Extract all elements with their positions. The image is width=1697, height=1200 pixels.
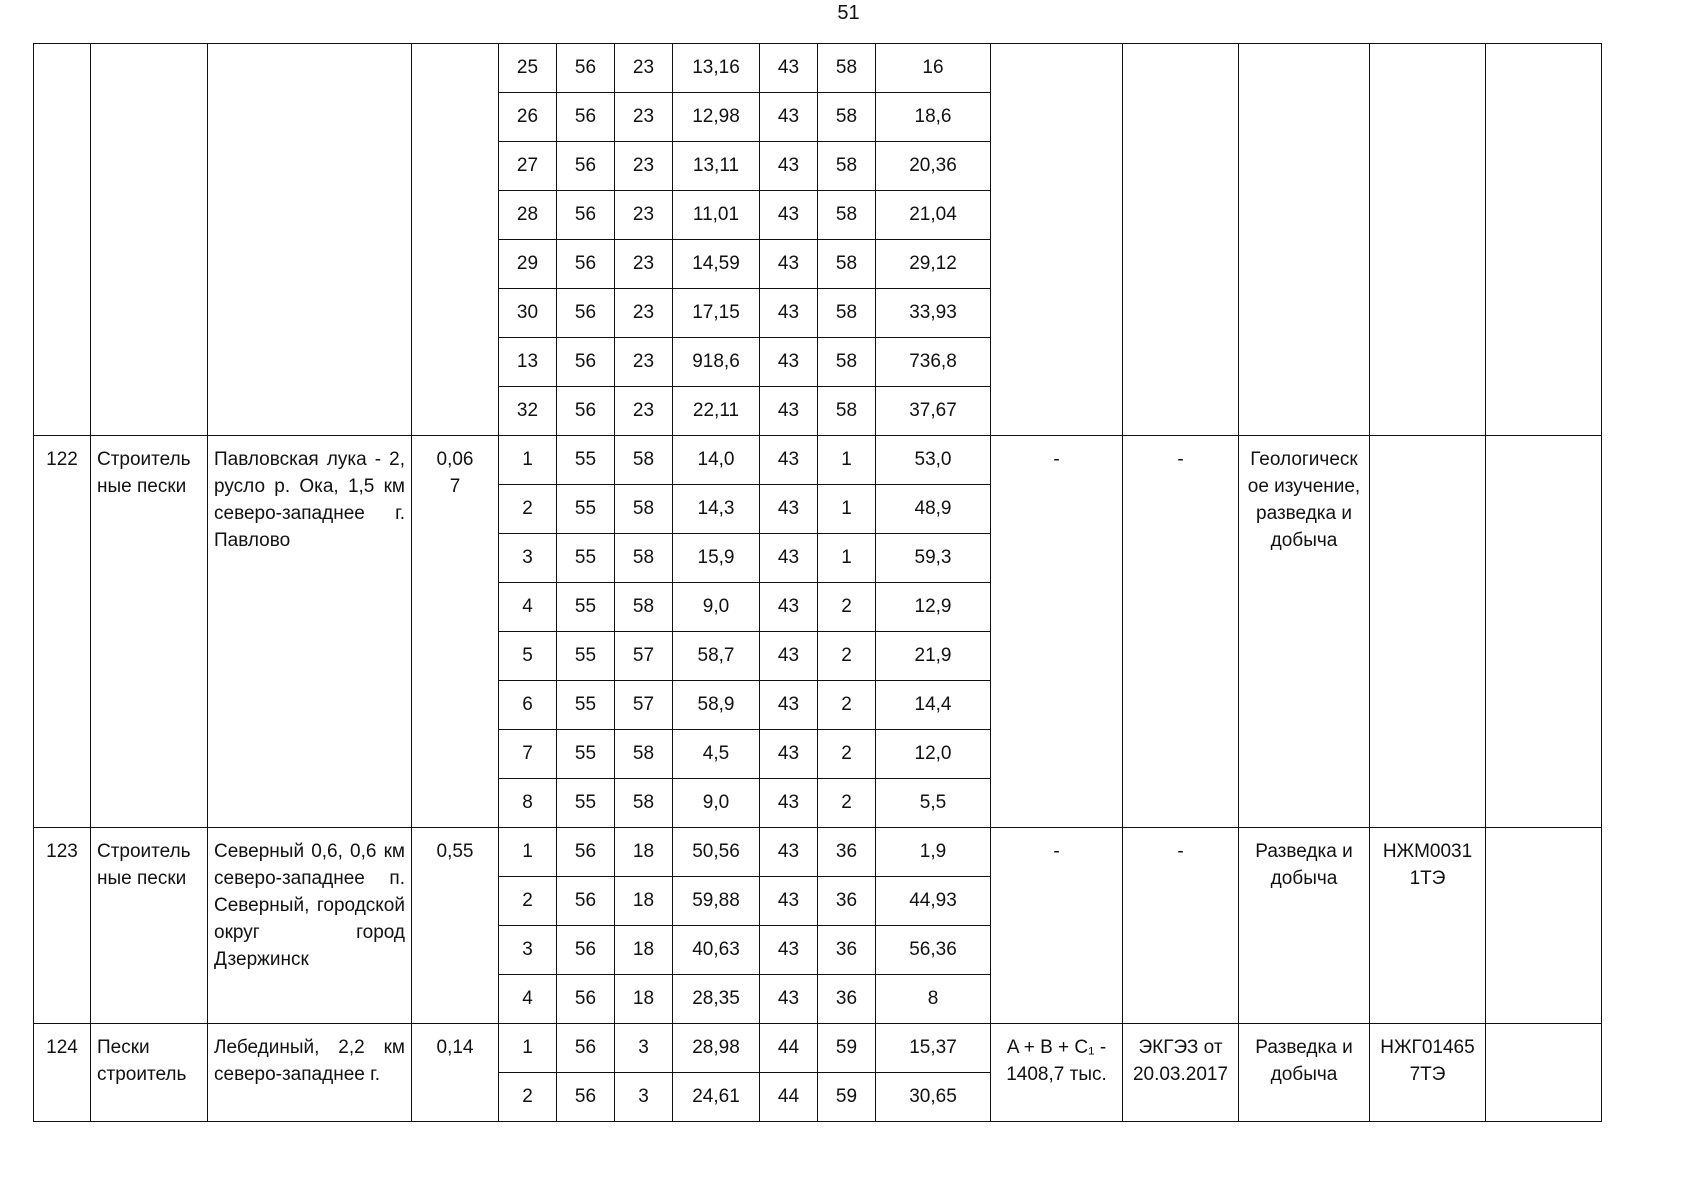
lon-min: 36 xyxy=(818,877,876,926)
point-number: 8 xyxy=(499,779,557,828)
object-number xyxy=(34,1024,91,1122)
lat-deg: 56 xyxy=(557,1024,615,1073)
lat-sec: 4,5 xyxy=(673,730,760,779)
approval-protocol xyxy=(1123,436,1239,828)
lon-min: 1 xyxy=(818,534,876,583)
lon-min: 58 xyxy=(818,338,876,387)
lat-min: 18 xyxy=(615,877,673,926)
license-number-text: НЖГ01465 7ТЭ xyxy=(1380,1037,1475,1085)
reserves-text xyxy=(991,44,1122,58)
reserves xyxy=(991,44,1123,436)
lat-deg: 56 xyxy=(557,975,615,1024)
lat-sec: 9,0 xyxy=(673,779,760,828)
lat-sec: 14,59 xyxy=(673,240,760,289)
reserves-text: - xyxy=(1053,841,1060,862)
subsoil-registry-table xyxy=(33,43,1602,1122)
usage-purpose xyxy=(1239,436,1370,828)
lat-sec: 11,01 xyxy=(673,191,760,240)
reserves xyxy=(991,1024,1123,1122)
usage-purpose-text: Разведка и добыча xyxy=(1255,1037,1353,1085)
area-line: 0,55 xyxy=(436,841,474,862)
lat-deg: 55 xyxy=(557,583,615,632)
lon-deg: 43 xyxy=(760,436,818,485)
lat-sec: 13,11 xyxy=(673,142,760,191)
approval-protocol-text: - xyxy=(1177,449,1184,470)
mineral-type xyxy=(91,828,208,1024)
lon-min: 58 xyxy=(818,142,876,191)
lat-min: 3 xyxy=(615,1024,673,1073)
lat-deg: 56 xyxy=(557,338,615,387)
lon-sec: 16 xyxy=(876,44,991,93)
lon-sec: 48,9 xyxy=(876,485,991,534)
lon-sec: 1,9 xyxy=(876,828,991,877)
lat-sec: 28,98 xyxy=(673,1024,760,1073)
lat-min: 18 xyxy=(615,926,673,975)
lat-sec: 12,98 xyxy=(673,93,760,142)
object-area-text xyxy=(412,436,498,504)
lat-min: 23 xyxy=(615,191,673,240)
lon-sec: 12,9 xyxy=(876,583,991,632)
point-number: 1 xyxy=(499,828,557,877)
point-number: 27 xyxy=(499,142,557,191)
lon-sec: 53,0 xyxy=(876,436,991,485)
lat-min: 18 xyxy=(615,975,673,1024)
lat-deg: 56 xyxy=(557,877,615,926)
table-row xyxy=(34,436,1602,485)
object-number-text: 124 xyxy=(46,1037,78,1058)
object-number xyxy=(34,436,91,828)
lon-sec: 33,93 xyxy=(876,289,991,338)
lat-min: 23 xyxy=(615,338,673,387)
object-number xyxy=(34,44,91,436)
lat-deg: 56 xyxy=(557,191,615,240)
note xyxy=(1486,44,1602,436)
lon-deg: 43 xyxy=(760,632,818,681)
reserves xyxy=(991,436,1123,828)
object-area-text xyxy=(412,828,498,869)
lat-min: 58 xyxy=(615,436,673,485)
point-number: 4 xyxy=(499,583,557,632)
object-location xyxy=(208,828,412,1024)
object-location xyxy=(208,436,412,828)
lon-deg: 43 xyxy=(760,534,818,583)
lat-sec: 22,11 xyxy=(673,387,760,436)
point-number: 2 xyxy=(499,877,557,926)
lon-min: 58 xyxy=(818,44,876,93)
lon-min: 1 xyxy=(818,485,876,534)
lon-min: 2 xyxy=(818,779,876,828)
lat-min: 23 xyxy=(615,93,673,142)
lon-min: 36 xyxy=(818,828,876,877)
usage-purpose-text: Геологическ ое изучение, разведка и добыча xyxy=(1247,449,1361,551)
area-line: 0,14 xyxy=(436,1037,474,1058)
lon-sec: 5,5 xyxy=(876,779,991,828)
note-text xyxy=(1486,44,1601,58)
point-number: 5 xyxy=(499,632,557,681)
lat-deg: 55 xyxy=(557,730,615,779)
object-location xyxy=(208,44,412,436)
point-number: 28 xyxy=(499,191,557,240)
object-area xyxy=(412,436,499,828)
lat-min: 57 xyxy=(615,681,673,730)
usage-purpose xyxy=(1239,44,1370,436)
lon-deg: 43 xyxy=(760,387,818,436)
lon-deg: 44 xyxy=(760,1024,818,1073)
lat-sec: 13,16 xyxy=(673,44,760,93)
lat-min: 23 xyxy=(615,387,673,436)
lon-sec: 21,9 xyxy=(876,632,991,681)
table-row xyxy=(34,828,1602,877)
lat-sec: 58,9 xyxy=(673,681,760,730)
lon-deg: 43 xyxy=(760,730,818,779)
lon-sec: 37,67 xyxy=(876,387,991,436)
point-number: 4 xyxy=(499,975,557,1024)
usage-purpose-text: Разведка и добыча xyxy=(1255,841,1353,889)
lat-deg: 56 xyxy=(557,289,615,338)
object-area-text xyxy=(412,1024,498,1065)
lat-deg: 56 xyxy=(557,926,615,975)
lat-min: 23 xyxy=(615,142,673,191)
table-row xyxy=(34,44,1602,93)
lon-min: 58 xyxy=(818,387,876,436)
lon-min: 1 xyxy=(818,436,876,485)
lon-sec: 14,4 xyxy=(876,681,991,730)
usage-purpose xyxy=(1239,828,1370,1024)
lon-sec: 8 xyxy=(876,975,991,1024)
point-number: 7 xyxy=(499,730,557,779)
lon-deg: 43 xyxy=(760,240,818,289)
approval-protocol-text xyxy=(1123,44,1238,58)
license-number xyxy=(1370,1024,1486,1122)
lon-sec: 30,65 xyxy=(876,1073,991,1122)
approval-protocol-text: - xyxy=(1177,841,1184,862)
lat-sec: 9,0 xyxy=(673,583,760,632)
lat-deg: 56 xyxy=(557,93,615,142)
lat-sec: 58,7 xyxy=(673,632,760,681)
lon-sec: 736,8 xyxy=(876,338,991,387)
lon-deg: 43 xyxy=(760,828,818,877)
lon-deg: 43 xyxy=(760,44,818,93)
note xyxy=(1486,1024,1602,1122)
object-area xyxy=(412,1024,499,1122)
object-area xyxy=(412,828,499,1024)
note xyxy=(1486,828,1602,1024)
lat-min: 3 xyxy=(615,1073,673,1122)
object-location xyxy=(208,1024,412,1122)
point-number: 29 xyxy=(499,240,557,289)
object-location-text: Лебединый, 2,2 км северо-западнее г. xyxy=(214,1037,405,1085)
lat-deg: 55 xyxy=(557,681,615,730)
point-number: 30 xyxy=(499,289,557,338)
lon-deg: 43 xyxy=(760,338,818,387)
lat-min: 58 xyxy=(615,730,673,779)
note-text xyxy=(1486,828,1601,842)
lat-min: 58 xyxy=(615,583,673,632)
usage-purpose-text xyxy=(1239,44,1369,58)
lat-min: 58 xyxy=(615,534,673,583)
reserves-text: - xyxy=(1053,449,1060,470)
approval-protocol xyxy=(1123,1024,1239,1122)
lon-sec: 29,12 xyxy=(876,240,991,289)
lat-deg: 56 xyxy=(557,1073,615,1122)
lon-deg: 43 xyxy=(760,926,818,975)
lon-min: 59 xyxy=(818,1073,876,1122)
lat-sec: 14,0 xyxy=(673,436,760,485)
lon-min: 36 xyxy=(818,975,876,1024)
lon-deg: 43 xyxy=(760,975,818,1024)
object-location-text: Павловская лука - 2, русло р. Ока, 1,5 км северо-западнее г. Павлово xyxy=(214,449,405,551)
license-number-text xyxy=(1370,44,1485,58)
lon-sec: 20,36 xyxy=(876,142,991,191)
lat-sec: 24,61 xyxy=(673,1073,760,1122)
lat-deg: 55 xyxy=(557,436,615,485)
point-number: 1 xyxy=(499,1024,557,1073)
lon-deg: 43 xyxy=(760,191,818,240)
lon-deg: 44 xyxy=(760,1073,818,1122)
license-number-text: НЖМ0031 1ТЭ xyxy=(1382,841,1473,889)
table-body xyxy=(34,44,1602,1122)
lat-deg: 56 xyxy=(557,44,615,93)
table-row xyxy=(34,1024,1602,1073)
lon-deg: 43 xyxy=(760,93,818,142)
mineral-type-text: Строитель ные пески xyxy=(97,841,191,889)
object-area xyxy=(412,44,499,436)
object-number-text xyxy=(34,44,90,58)
object-number-text: 123 xyxy=(46,841,78,862)
lon-sec: 21,04 xyxy=(876,191,991,240)
point-number: 6 xyxy=(499,681,557,730)
lat-min: 23 xyxy=(615,240,673,289)
lon-deg: 43 xyxy=(760,681,818,730)
lat-deg: 55 xyxy=(557,632,615,681)
point-number: 3 xyxy=(499,926,557,975)
mineral-type-text xyxy=(91,44,207,58)
lon-deg: 43 xyxy=(760,289,818,338)
lat-min: 18 xyxy=(615,828,673,877)
lat-sec: 15,9 xyxy=(673,534,760,583)
lat-sec: 40,63 xyxy=(673,926,760,975)
lon-deg: 43 xyxy=(760,583,818,632)
reserves xyxy=(991,828,1123,1024)
lon-min: 58 xyxy=(818,240,876,289)
point-number: 32 xyxy=(499,387,557,436)
lat-deg: 55 xyxy=(557,534,615,583)
page-number: 51 xyxy=(837,2,860,24)
reserves-text: A + B + C₁ - 1408,7 тыс. xyxy=(1006,1037,1107,1085)
note-text xyxy=(1486,1024,1601,1038)
mineral-type-text: Пески строитель xyxy=(97,1037,187,1085)
lat-sec: 59,88 xyxy=(673,877,760,926)
mineral-type xyxy=(91,44,208,436)
note xyxy=(1486,436,1602,828)
lon-deg: 43 xyxy=(760,779,818,828)
object-number-text: 122 xyxy=(46,449,78,470)
lat-sec: 50,56 xyxy=(673,828,760,877)
mineral-type xyxy=(91,1024,208,1122)
lat-min: 57 xyxy=(615,632,673,681)
area-line: 0,06 xyxy=(436,449,474,470)
license-number xyxy=(1370,828,1486,1024)
approval-protocol-text: ЭКГЭЗ от 20.03.2017 xyxy=(1132,1037,1229,1085)
lon-min: 2 xyxy=(818,730,876,779)
point-number: 25 xyxy=(499,44,557,93)
lon-sec: 18,6 xyxy=(876,93,991,142)
lon-sec: 44,93 xyxy=(876,877,991,926)
object-location-text: Северный 0,6, 0,6 км северо-западнее п. Северный, городской округ город Дзержинск xyxy=(214,841,405,970)
lon-min: 2 xyxy=(818,583,876,632)
point-number: 1 xyxy=(499,436,557,485)
lat-min: 58 xyxy=(615,485,673,534)
object-location-text xyxy=(208,44,411,58)
lon-min: 58 xyxy=(818,191,876,240)
lat-deg: 56 xyxy=(557,142,615,191)
lat-deg: 55 xyxy=(557,779,615,828)
license-number xyxy=(1370,436,1486,828)
point-number: 2 xyxy=(499,485,557,534)
approval-protocol xyxy=(1123,828,1239,1024)
lon-min: 58 xyxy=(818,289,876,338)
area-line: 7 xyxy=(449,476,461,497)
point-number: 2 xyxy=(499,1073,557,1122)
lon-sec: 12,0 xyxy=(876,730,991,779)
lat-min: 23 xyxy=(615,289,673,338)
lat-sec: 14,3 xyxy=(673,485,760,534)
lon-deg: 43 xyxy=(760,877,818,926)
lon-deg: 43 xyxy=(760,485,818,534)
lat-deg: 56 xyxy=(557,387,615,436)
mineral-type-text: Строитель ные пески xyxy=(97,449,191,497)
mineral-type xyxy=(91,436,208,828)
approval-protocol xyxy=(1123,44,1239,436)
lon-min: 36 xyxy=(818,926,876,975)
lat-sec: 918,6 xyxy=(673,338,760,387)
note-text xyxy=(1486,436,1601,450)
lon-sec: 59,3 xyxy=(876,534,991,583)
lon-deg: 43 xyxy=(760,142,818,191)
lon-min: 58 xyxy=(818,93,876,142)
lon-sec: 15,37 xyxy=(876,1024,991,1073)
usage-purpose xyxy=(1239,1024,1370,1122)
lon-min: 2 xyxy=(818,632,876,681)
lat-deg: 55 xyxy=(557,485,615,534)
license-number-text xyxy=(1370,436,1485,450)
lon-min: 59 xyxy=(818,1024,876,1073)
object-number xyxy=(34,828,91,1024)
lon-sec: 56,36 xyxy=(876,926,991,975)
lat-sec: 28,35 xyxy=(673,975,760,1024)
point-number: 26 xyxy=(499,93,557,142)
lat-deg: 56 xyxy=(557,240,615,289)
lat-min: 23 xyxy=(615,44,673,93)
lat-min: 58 xyxy=(615,779,673,828)
point-number: 3 xyxy=(499,534,557,583)
lat-sec: 17,15 xyxy=(673,289,760,338)
object-area-text xyxy=(412,44,498,58)
license-number xyxy=(1370,44,1486,436)
lon-min: 2 xyxy=(818,681,876,730)
lat-deg: 56 xyxy=(557,828,615,877)
point-number: 13 xyxy=(499,338,557,387)
